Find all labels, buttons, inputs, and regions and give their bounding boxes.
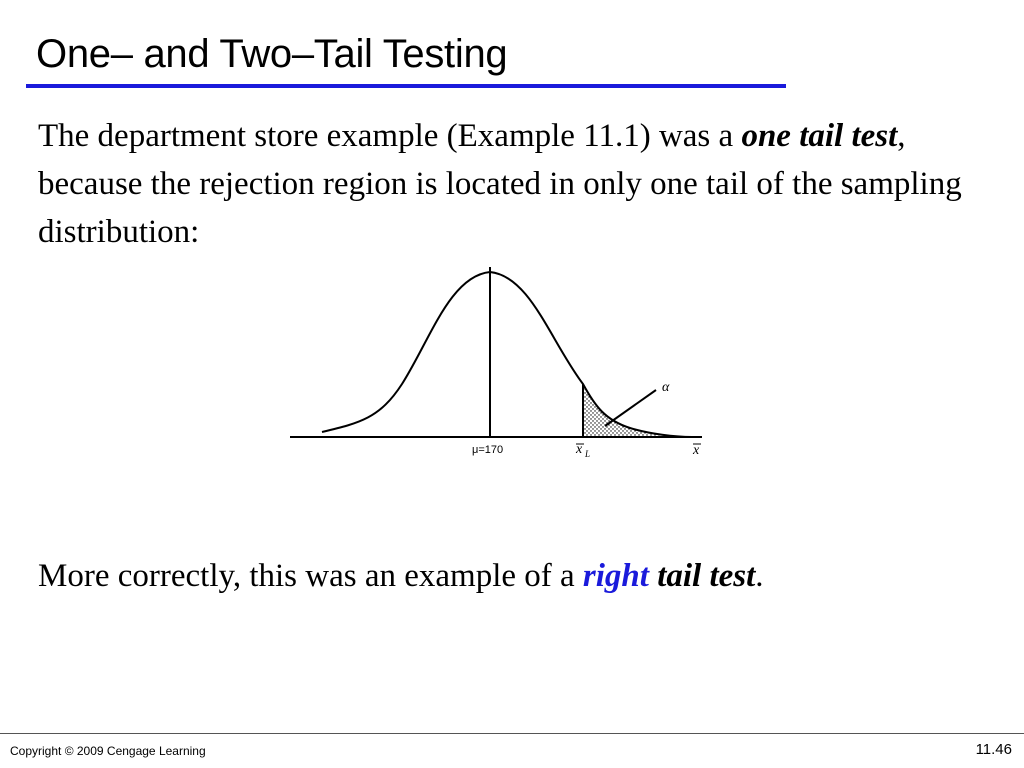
body-text-part1: The department store example (Example 11.1) was a <box>38 118 742 154</box>
critical-value-subscript: L <box>585 449 591 459</box>
slide-title: One– and Two–Tail Testing <box>36 32 508 76</box>
normal-curve <box>322 272 692 437</box>
closing-text-part1: More correctly, this was an example of a <box>38 558 583 594</box>
rejection-region <box>583 384 692 437</box>
alpha-label: α <box>662 380 670 395</box>
slide-number: 11.46 <box>975 741 1012 758</box>
axis-label: x <box>693 443 700 458</box>
sampling-distribution-figure <box>280 260 720 470</box>
body-text-part2: , because the rejection region is located in only one tail of the sampling distribution: <box>38 118 962 250</box>
closing-space <box>649 558 657 594</box>
right-emphasis: right <box>582 558 649 594</box>
mean-label: μ=170 <box>472 444 504 456</box>
critical-value-label: x <box>576 442 583 457</box>
tail-test-emphasis: tail test <box>657 558 756 594</box>
title-underline <box>26 84 786 88</box>
closing-paragraph <box>38 552 1018 600</box>
one-tail-test-emphasis: one tail test <box>741 118 898 154</box>
footer-divider <box>0 733 1024 734</box>
copyright-notice: Copyright © 2009 Cengage Learning <box>10 744 206 758</box>
alpha-pointer <box>605 390 656 426</box>
closing-period: . <box>755 558 764 594</box>
body-paragraph <box>38 112 1018 256</box>
